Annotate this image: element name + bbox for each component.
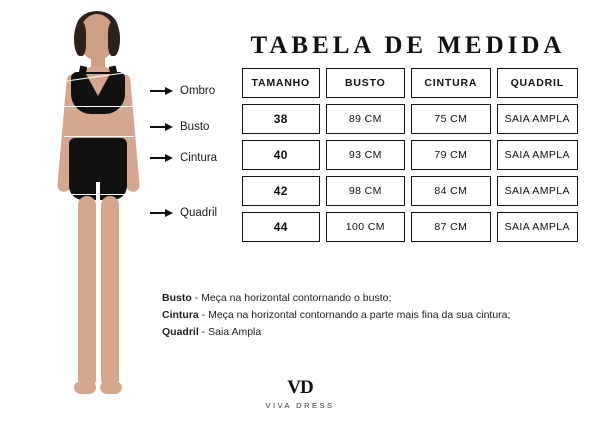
cell-size: 44	[242, 212, 320, 242]
cell-bust: 93 CM	[326, 140, 406, 170]
shorts-split-shape	[96, 182, 100, 202]
cell-bust: 98 CM	[326, 176, 406, 206]
hair-left-shape	[74, 22, 86, 56]
cell-bust: 89 CM	[326, 104, 406, 134]
right-leg-shape	[101, 196, 119, 386]
cell-waist: 79 CM	[411, 140, 491, 170]
note-quadril	[162, 324, 592, 341]
cell-hip: SAIA AMPLA	[497, 176, 578, 206]
table-row	[242, 104, 578, 134]
arrow-right-icon	[150, 153, 174, 163]
cell-hip: SAIA AMPLA	[497, 104, 578, 134]
table-row	[242, 212, 578, 242]
cell-waist: 75 CM	[411, 104, 491, 134]
header-tamanho: TAMANHO	[242, 68, 320, 98]
brand-footer	[0, 378, 600, 410]
note-cintura-desc: - Meça na horizontal contornando a parte mais fina da sua cintura;	[198, 309, 511, 321]
label-ombro	[150, 85, 215, 97]
measurement-notes	[162, 290, 592, 341]
header-cintura: CINTURA	[411, 68, 491, 98]
note-quadril-desc: - Saia Ampla	[198, 326, 262, 338]
cell-hip: SAIA AMPLA	[497, 212, 578, 242]
table-header-row	[242, 68, 578, 98]
note-busto-term: Busto	[162, 292, 192, 304]
note-busto	[162, 290, 592, 307]
label-quadril-text: Quadril	[180, 207, 218, 219]
note-cintura	[162, 307, 592, 324]
size-table	[242, 68, 578, 248]
brand-monogram: VD	[287, 377, 313, 398]
cell-size: 38	[242, 104, 320, 134]
table-row	[242, 140, 578, 170]
label-cintura-text: Cintura	[180, 152, 218, 164]
brand-name: VIVA DRESS	[265, 401, 335, 410]
label-busto	[150, 121, 209, 133]
model-figure	[38, 14, 158, 410]
hip-guide-line	[60, 194, 138, 195]
note-quadril-term: Quadril	[162, 326, 199, 338]
arrow-right-icon	[150, 86, 174, 96]
arrow-right-icon	[150, 208, 174, 218]
arrow-right-icon	[150, 122, 174, 132]
note-busto-desc: - Meça na horizontal contornando o busto;	[191, 292, 392, 304]
note-cintura-term: Cintura	[162, 309, 199, 321]
label-quadril	[150, 207, 217, 219]
header-quadril: QUADRIL	[497, 68, 578, 98]
header-busto: BUSTO	[326, 68, 406, 98]
hair-right-shape	[108, 22, 120, 56]
cell-hip: SAIA AMPLA	[497, 140, 578, 170]
cell-waist: 84 CM	[411, 176, 491, 206]
waist-guide-line	[64, 136, 134, 137]
left-leg-shape	[78, 196, 96, 386]
page-title: TABELA DE MEDIDA	[250, 32, 566, 59]
label-cintura	[150, 152, 217, 164]
label-ombro-text: Ombro	[180, 85, 216, 97]
label-busto-text: Busto	[180, 121, 210, 133]
table-row	[242, 176, 578, 206]
cell-bust: 100 CM	[326, 212, 406, 242]
bust-guide-line	[62, 106, 138, 107]
cell-waist: 87 CM	[411, 212, 491, 242]
cell-size: 42	[242, 176, 320, 206]
cell-size: 40	[242, 140, 320, 170]
waist-skin-shape	[74, 114, 122, 138]
